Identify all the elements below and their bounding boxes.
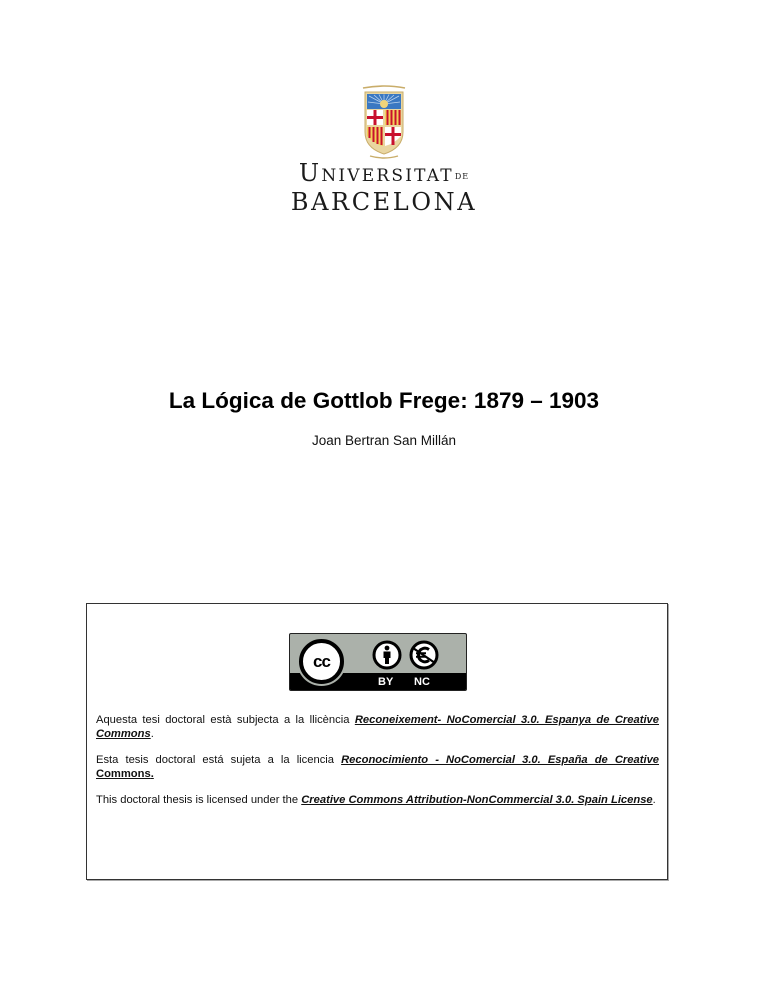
license-link-english[interactable]: Creative Commons Attribution-NonCommercial 3.0. Spain License <box>301 794 653 806</box>
attribution-person-icon <box>372 640 402 670</box>
noncommercial-icon <box>409 640 439 670</box>
license-link-spanish[interactable]: Reconocimiento - NoComercial 3.0. España de Creative Commons. <box>96 754 660 780</box>
university-crest-icon <box>360 84 408 160</box>
badge-label-by: BY <box>378 676 394 688</box>
thesis-author: Joan Bertran San Millán <box>311 433 457 448</box>
cc-icon: cc <box>299 639 344 684</box>
thesis-title: La Lógica de Gottlob Frege: 1879 – 1903 <box>168 388 600 413</box>
license-text-english: This doctoral thesis is licensed under the Creative Commons Attribution-NonCommercial 3.0. Spain License. <box>96 794 656 806</box>
university-logo <box>288 82 480 216</box>
wordmark-universitat: UNIVERSITATDE <box>298 159 470 187</box>
cc-by-nc-badge[interactable] <box>289 633 467 691</box>
university-wordmark <box>288 160 480 214</box>
license-text-catalan: Aquesta tesi doctoral està subjecta a la llicència Reconeixement- NoComercial 3.0. Espanya de Creative Commons. <box>96 714 660 740</box>
badge-label-nc: NC <box>414 676 430 688</box>
license-text-spanish: Esta tesis doctoral está sujeta a la licencia Reconocimiento - NoComercial 3.0. España de Creative Commons. <box>96 754 660 780</box>
wordmark-barcelona: BARCELONA <box>290 188 478 216</box>
license-link-catalan[interactable]: Reconeixement- NoComercial 3.0. Espanya de Creative Commons <box>96 714 660 740</box>
license-box <box>86 603 668 880</box>
